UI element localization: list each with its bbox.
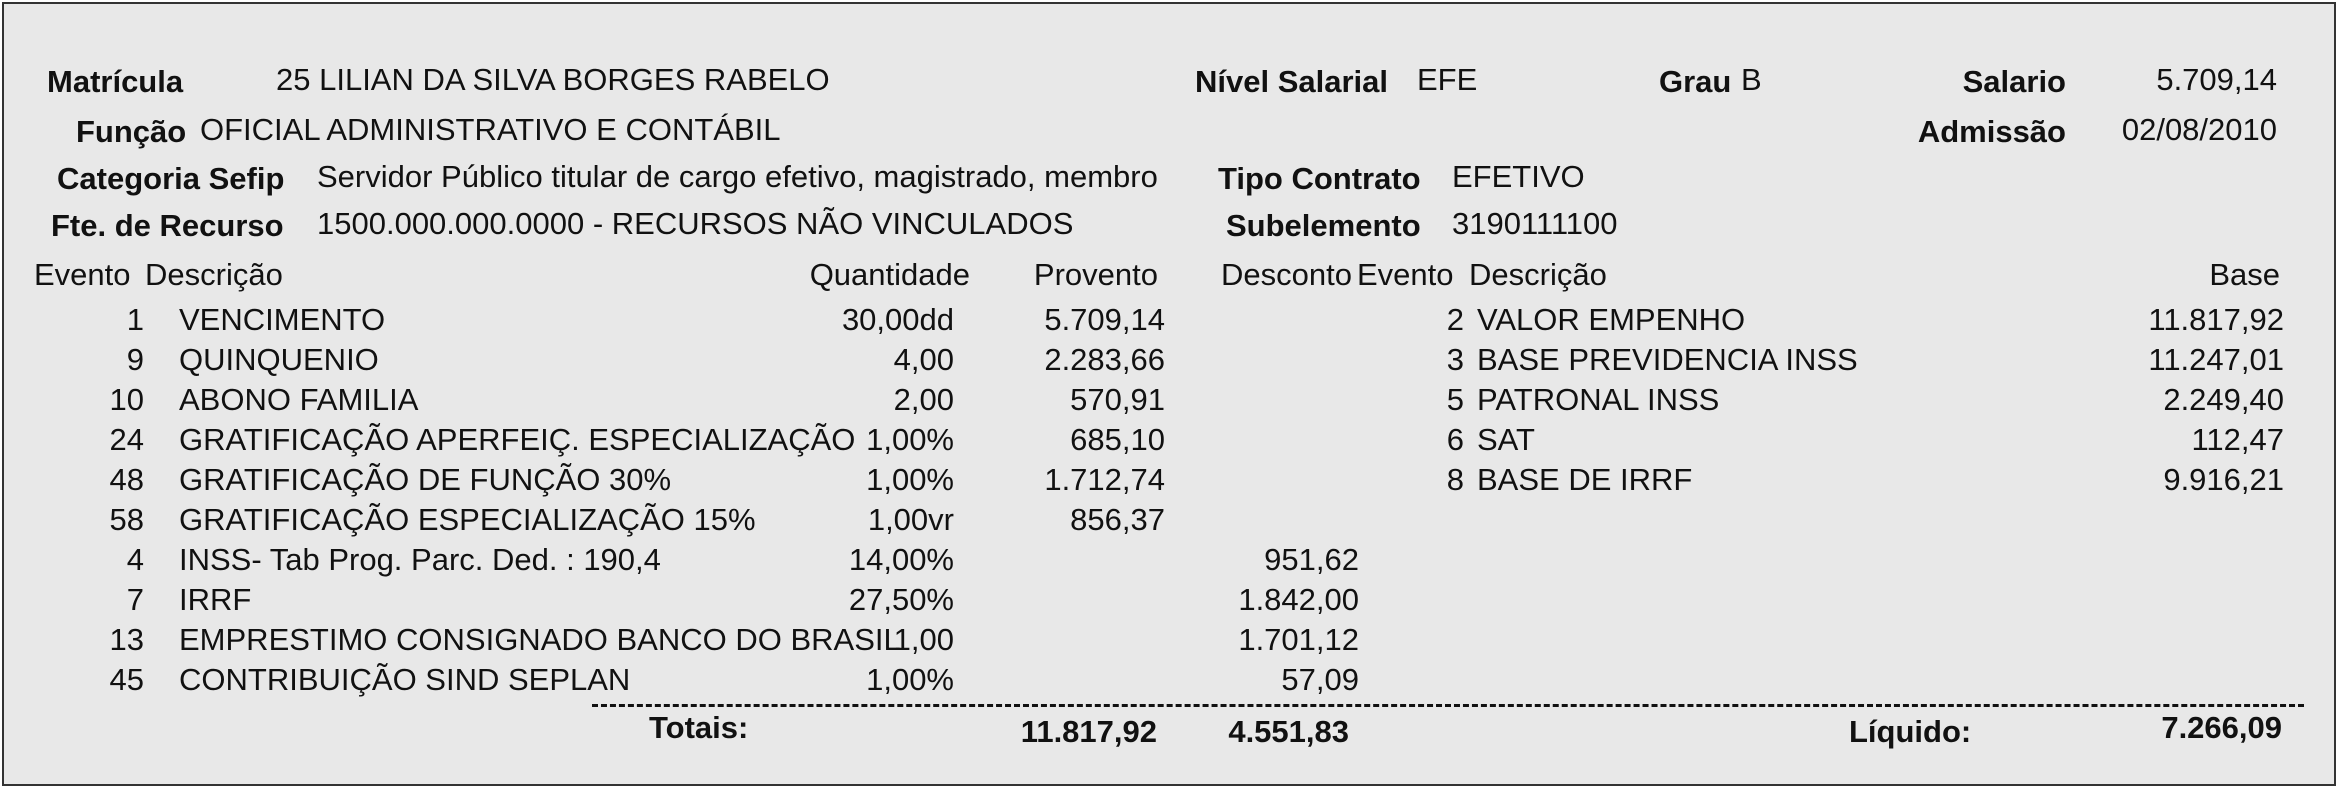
base-code: 6	[1446, 422, 1464, 457]
categoria-sefip-label: Categoria Sefip	[57, 161, 285, 196]
base-value: 112,47	[2191, 422, 2284, 457]
categoria-sefip-value: Servidor Público titular de cargo efetivo, magistrado, membro	[317, 159, 1158, 194]
col-quantidade: Quantidade	[809, 257, 970, 292]
event-code: 13	[109, 622, 144, 657]
base-value: 11.247,01	[2148, 342, 2284, 377]
salario-label: Salario	[1962, 64, 2066, 99]
event-description: IRRF	[179, 582, 252, 617]
col-descricao-2: Descrição	[1469, 257, 1607, 292]
nivel-salarial-value: EFE	[1417, 62, 1478, 97]
fonte-recurso-value: 1500.000.000.0000 - RECURSOS NÃO VINCULADOS	[317, 206, 1074, 241]
col-desconto: Desconto	[1221, 257, 1352, 292]
event-quantity: 1,00%	[866, 462, 954, 497]
col-evento: Evento	[34, 257, 131, 292]
event-code: 45	[109, 662, 144, 697]
event-quantity: 2,00	[893, 382, 954, 417]
grau-value: B	[1741, 62, 1762, 97]
event-provento: 1.712,74	[1044, 462, 1165, 497]
subelemento-value: 3190111100	[1452, 206, 1618, 241]
base-description: PATRONAL INSS	[1477, 382, 1720, 417]
event-provento: 570,91	[1070, 382, 1165, 417]
event-provento: 856,37	[1070, 502, 1165, 537]
list-item	[4, 302, 2334, 342]
event-description: EMPRESTIMO CONSIGNADO BANCO DO BRASIL	[179, 622, 901, 657]
event-code: 9	[126, 342, 144, 377]
event-description: QUINQUENIO	[179, 342, 379, 377]
nivel-salarial-label: Nível Salarial	[1195, 64, 1389, 99]
tipo-contrato-value: EFETIVO	[1452, 159, 1585, 194]
event-description: GRATIFICAÇÃO ESPECIALIZAÇÃO 15%	[179, 502, 756, 537]
event-description: CONTRIBUIÇÃO SIND SEPLAN	[179, 662, 631, 697]
event-description: INSS- Tab Prog. Parc. Ded. : 190,4	[179, 542, 661, 577]
event-quantity: 14,00%	[848, 542, 954, 577]
list-item	[4, 382, 2334, 422]
admissao-label: Admissão	[1917, 114, 2066, 149]
col-provento: Provento	[1033, 257, 1158, 292]
event-description: GRATIFICAÇÃO DE FUNÇÃO 30%	[179, 462, 672, 497]
event-provento: 685,10	[1070, 422, 1165, 457]
event-quantity: 1,00	[893, 622, 954, 657]
totais-label: Totais:	[649, 710, 749, 745]
event-desconto: 1.701,12	[1238, 622, 1359, 657]
event-code: 7	[126, 582, 144, 617]
table-row	[4, 662, 2334, 702]
event-desconto: 951,62	[1264, 542, 1359, 577]
event-code: 58	[109, 502, 144, 537]
grau-label: Grau	[1659, 64, 1732, 99]
table-row	[4, 582, 2334, 622]
salario-value: 5.709,14	[2156, 62, 2277, 97]
matricula-label: Matrícula	[47, 64, 184, 99]
admissao-value: 02/08/2010	[2121, 112, 2277, 147]
event-description: GRATIFICAÇÃO APERFEIÇ. ESPECIALIZAÇÃO	[179, 422, 856, 457]
event-desconto: 57,09	[1281, 662, 1359, 697]
table-row	[4, 542, 2334, 582]
event-description: VENCIMENTO	[179, 302, 386, 337]
table-row	[4, 622, 2334, 662]
event-desconto: 1.842,00	[1238, 582, 1359, 617]
col-base: Base	[2209, 257, 2280, 292]
matricula-value: 25 LILIAN DA SILVA BORGES RABELO	[276, 62, 830, 97]
event-quantity: 27,50%	[848, 582, 954, 617]
base-value: 9.916,21	[2163, 462, 2284, 497]
event-code: 24	[109, 422, 144, 457]
event-quantity: 1,00vr	[867, 502, 954, 537]
base-description: BASE PREVIDENCIA INSS	[1477, 342, 1858, 377]
bases-list	[4, 302, 2334, 502]
event-quantity: 1,00%	[866, 422, 954, 457]
funcao-label: Função	[76, 114, 187, 149]
base-description: VALOR EMPENHO	[1477, 302, 1746, 337]
payslip-sheet	[2, 2, 2336, 786]
base-description: BASE DE IRRF	[1477, 462, 1693, 497]
funcao-value: OFICIAL ADMINISTRATIVO E CONTÁBIL	[200, 112, 781, 147]
col-evento-2: Evento	[1357, 257, 1454, 292]
event-code: 10	[109, 382, 144, 417]
event-quantity: 1,00%	[866, 662, 954, 697]
event-code: 4	[126, 542, 144, 577]
base-value: 11.817,92	[2148, 302, 2284, 337]
base-code: 3	[1446, 342, 1464, 377]
fonte-recurso-label: Fte. de Recurso	[51, 208, 284, 243]
list-item	[4, 462, 2334, 502]
event-quantity: 30,00dd	[841, 302, 954, 337]
event-provento: 2.283,66	[1044, 342, 1165, 377]
base-code: 8	[1446, 462, 1464, 497]
base-code: 5	[1446, 382, 1464, 417]
liquido-label: Líquido:	[1849, 714, 1972, 749]
liquido-value: 7.266,09	[2161, 710, 2282, 745]
base-value: 2.249,40	[2163, 382, 2284, 417]
subelemento-label: Subelemento	[1226, 208, 1421, 243]
list-item	[4, 342, 2334, 382]
base-description: SAT	[1477, 422, 1535, 457]
total-desconto: 4.551,83	[1228, 714, 1349, 749]
tipo-contrato-label: Tipo Contrato	[1218, 161, 1421, 196]
event-code: 1	[126, 302, 144, 337]
event-provento: 5.709,14	[1044, 302, 1165, 337]
list-item	[4, 422, 2334, 462]
col-descricao: Descrição	[145, 257, 283, 292]
total-provento: 11.817,92	[1020, 714, 1157, 749]
event-code: 48	[109, 462, 144, 497]
event-quantity: 4,00	[893, 342, 954, 377]
event-description: ABONO FAMILIA	[179, 382, 419, 417]
totals-divider	[592, 704, 2304, 707]
table-row	[4, 502, 2334, 542]
base-code: 2	[1446, 302, 1464, 337]
